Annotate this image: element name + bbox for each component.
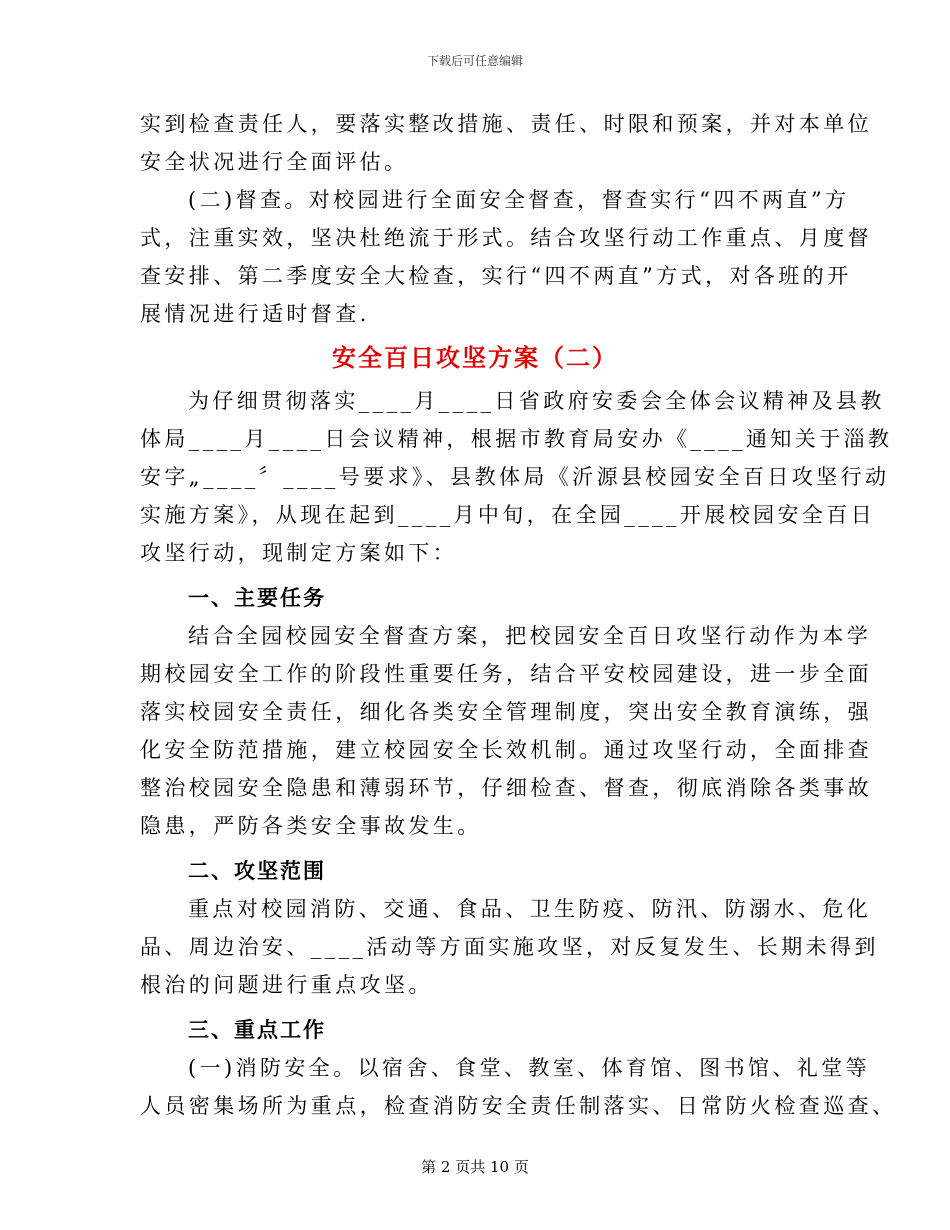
body-line: 整治校园安全隐患和薄弱环节，仔细检查、督查，彻底消除各类事故 <box>140 776 872 800</box>
page-header: 下载后可任意编辑 <box>426 54 523 68</box>
body-line: (二)督查。对校园进行全面安全督查，督查实行“四不两直”方 <box>188 188 850 212</box>
body-line: 结合全园校园安全督查方案，把校园安全百日攻坚行动作为本学 <box>188 624 872 648</box>
body-line: 为仔细贯彻落实____月____日省政府安委会全体会议精神及县教 <box>188 389 885 413</box>
body-line: (一)消防安全。以宿舍、食堂、教室、体育馆、图书馆、礼堂等 <box>188 1056 870 1080</box>
body-line: 隐患，严防各类安全事故发生。 <box>140 814 482 838</box>
body-line: 化安全防范措施，建立校园安全长效机制。通过攻坚行动，全面排查 <box>140 738 872 762</box>
document-body <box>140 105 897 1125</box>
body-line: 根治的问题进行重点攻坚。 <box>140 973 433 997</box>
body-line: 实施方案》，从现在起到____月中旬，在全园____开展校园安全百日 <box>140 503 876 527</box>
heading-key-work: 三、重点工作 <box>188 1018 326 1042</box>
body-line: 式，注重实效，坚决杜绝流于形式。结合攻坚行动工作重点、月度督 <box>140 226 872 250</box>
heading-main-tasks: 一、主要任务 <box>188 586 326 610</box>
page-footer: 第 2 页共 10 页 <box>421 1158 529 1176</box>
body-line: 人员密集场所为重点，检查消防安全责任制落实、日常防火检查巡查、 <box>140 1094 897 1118</box>
body-line: 品、周边治安、____活动等方面实施攻坚，对反复发生、长期未得到 <box>140 935 879 959</box>
body-line: 展情况进行适时督查. <box>140 302 370 326</box>
body-line: 安全状况进行全面评估。 <box>140 150 409 174</box>
section-title: 安全百日攻坚方案（二） <box>332 344 618 372</box>
body-line: 攻坚行动，现制定方案如下： <box>140 541 458 565</box>
body-line: 查安排、第二季度安全大检查，实行“四不两直”方式，对各班的开 <box>140 264 852 288</box>
body-line: 体局____月____日会议精神，根据市教育局安办《____通知关于淄教 <box>140 427 893 451</box>
body-line: 期校园安全工作的阶段性重要任务，结合平安校园建设，进一步全面 <box>140 662 872 686</box>
body-line: 落实校园安全责任，细化各类安全管理制度，突出安全教育演练，强 <box>140 700 872 724</box>
body-line: 安字„____〞____号要求》、县教体局《沂源县校园安全百日攻坚行动 <box>140 465 890 489</box>
heading-scope: 二、攻坚范围 <box>188 859 326 883</box>
body-line: 实到检查责任人，要落实整改措施、责任、时限和预案，并对本单位 <box>140 112 872 136</box>
body-line: 重点对校园消防、交通、食品、卫生防疫、防汛、防溺水、危化 <box>188 897 872 921</box>
